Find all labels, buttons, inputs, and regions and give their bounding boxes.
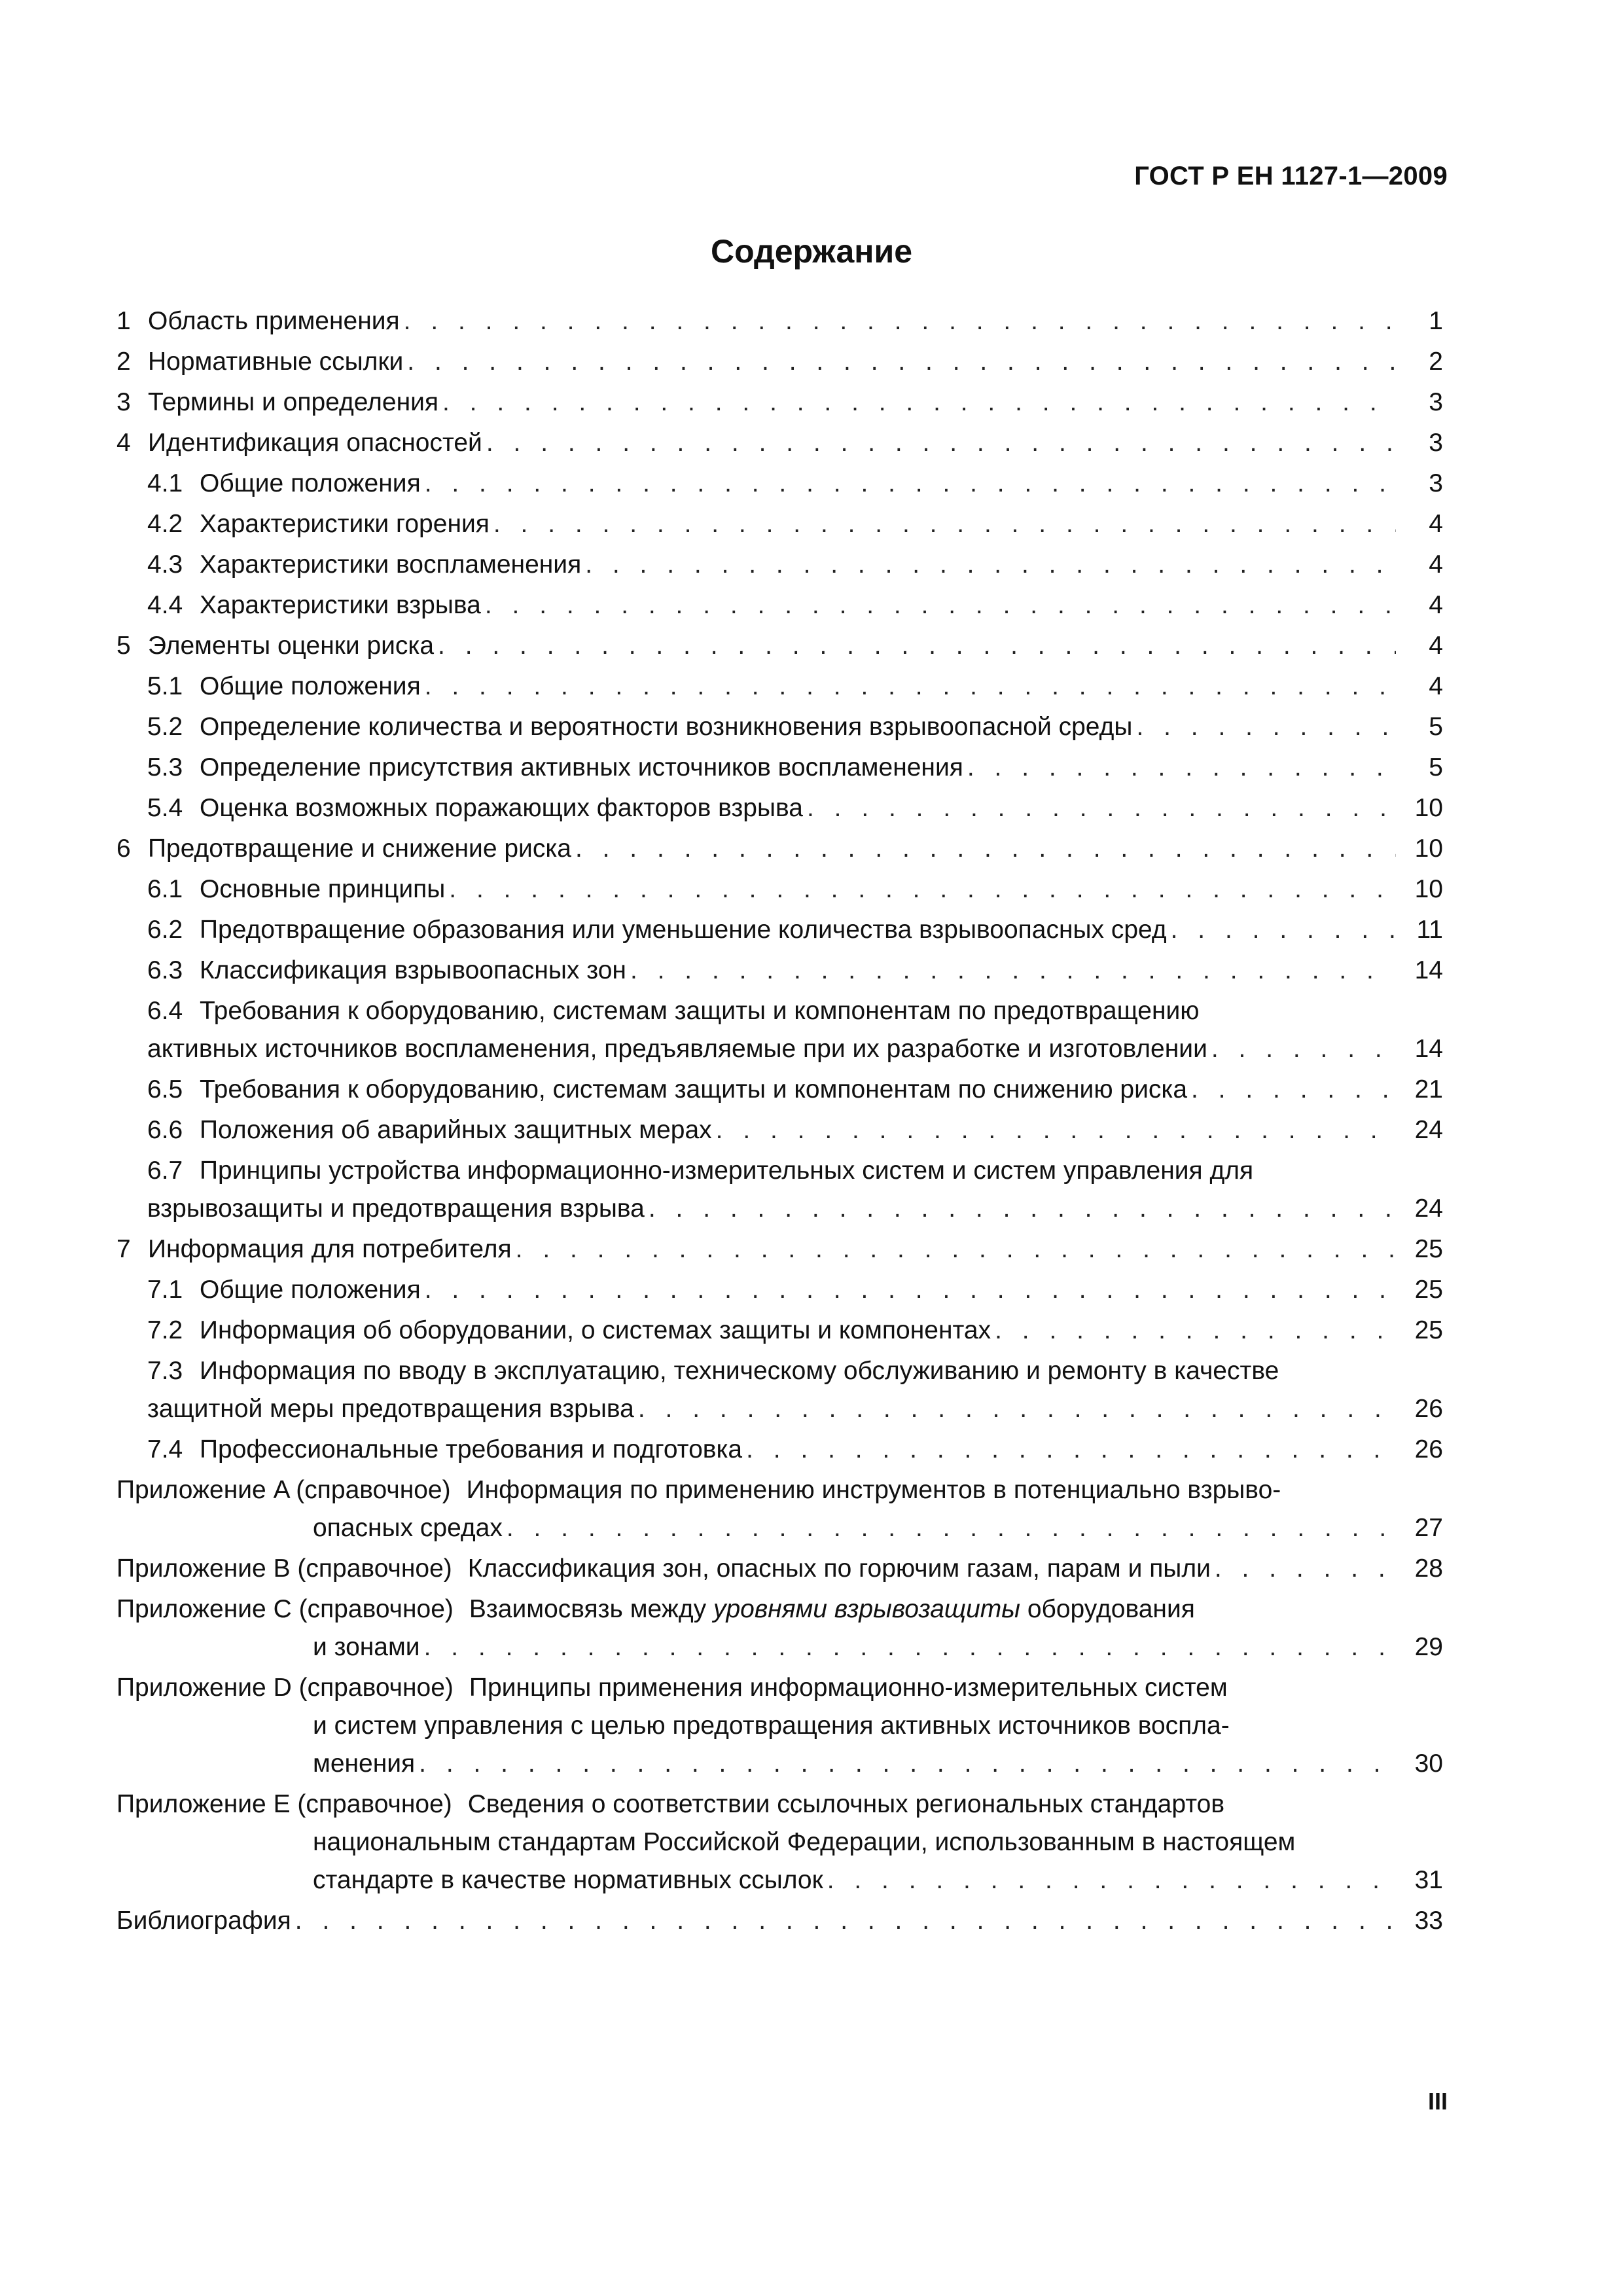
toc-entry-6-1[interactable] <box>116 869 1443 910</box>
entry-number: 4.1 <box>147 469 183 497</box>
toc-annex-b[interactable] <box>116 1549 1443 1589</box>
entry-number: 4.4 <box>147 591 183 619</box>
entry-title: Характеристики воспламенения <box>200 550 582 579</box>
entry-page: 25 <box>1414 1276 1443 1304</box>
entry-page: 10 <box>1414 834 1443 863</box>
toc-bibliography[interactable] <box>116 1901 1443 1941</box>
annex-title <box>469 1589 1195 1630</box>
entry-title: Принципы устройства информационно-измерительных систем и систем управления для <box>200 1157 1254 1185</box>
entry-title-continued: активных источников воспламенения, предъявляемые при их разработке и изготовлении <box>147 1035 1207 1063</box>
entry-page: 27 <box>1414 1514 1443 1542</box>
entry-page: 3 <box>1429 429 1443 457</box>
toc-entry-5-3[interactable] <box>116 747 1443 788</box>
toc-entry-5-1[interactable] <box>116 666 1443 707</box>
annex-title-part: Взаимосвязь между <box>469 1595 713 1623</box>
entry-title: Требования к оборудованию, системам защиты и компонентам по предотвращению <box>200 997 1200 1025</box>
toc-entry-6-7[interactable] <box>116 1151 1443 1229</box>
toc-entry-4-1[interactable] <box>116 463 1443 504</box>
entry-number: 5.3 <box>147 753 183 781</box>
toc-entry-7-1[interactable] <box>116 1270 1443 1310</box>
entry-title: Определение присутствия активных источников воспламенения <box>200 753 963 781</box>
toc-annex-a[interactable] <box>116 1470 1443 1549</box>
entry-title: Элементы оценки риска <box>148 632 435 660</box>
annex-label: Приложение C (справочное) <box>116 1595 454 1623</box>
entry-page: 14 <box>1414 1035 1443 1063</box>
entry-number: 7.2 <box>147 1316 183 1344</box>
entry-number: 6.4 <box>147 997 183 1025</box>
entry-number: 6.5 <box>147 1075 183 1103</box>
toc-entry-2[interactable] <box>116 342 1443 382</box>
toc-entry-4-4[interactable] <box>116 585 1443 626</box>
annex-title-continued: национальным стандартам Российской Федерации, использованным в настоящем <box>313 1828 1296 1856</box>
annex-title-continued: стандарте в качестве нормативных ссылок <box>313 1866 823 1894</box>
entry-title: Предотвращение образования или уменьшение количества взрывоопасных сред <box>200 916 1167 944</box>
entry-page: 11 <box>1416 916 1443 944</box>
annex-label: Приложение B (справочное) <box>116 1554 452 1583</box>
toc-annex-d[interactable] <box>116 1668 1443 1784</box>
entry-title: Область применения <box>148 307 400 335</box>
entry-number: 1 <box>116 307 131 335</box>
toc-entry-6-2[interactable] <box>116 910 1443 950</box>
entry-page: 14 <box>1414 956 1443 984</box>
annex-title: Классификация зон, опасных по горючим газам, парам и пыли <box>467 1554 1211 1583</box>
entry-page: 10 <box>1414 794 1443 822</box>
annex-title-emphasis: уровнями взрывозащиты <box>713 1595 1020 1623</box>
entry-number: 6.1 <box>147 875 183 903</box>
entry-title: Характеристики горения <box>200 510 490 538</box>
annex-title: Сведения о соответствии ссылочных региональных стандартов <box>467 1790 1225 1818</box>
entry-page: 10 <box>1414 875 1443 903</box>
entry-title: Общие положения <box>200 672 421 700</box>
toc-entry-6[interactable] <box>116 829 1443 869</box>
entry-page: 5 <box>1429 753 1443 781</box>
entry-number: 6 <box>116 834 131 863</box>
entry-number: 2 <box>116 348 131 376</box>
toc-entry-5-2[interactable] <box>116 707 1443 747</box>
entry-number: 3 <box>116 388 131 416</box>
entry-number: 6.2 <box>147 916 183 944</box>
entry-title: Общие положения <box>200 1276 421 1304</box>
toc-entry-6-5[interactable] <box>116 1069 1443 1110</box>
entry-page: 21 <box>1414 1075 1443 1103</box>
entry-page: 25 <box>1414 1316 1443 1344</box>
entry-number: 4 <box>116 429 131 457</box>
entry-title: Определение количества и вероятности возникновения взрывоопасной среды <box>200 713 1133 741</box>
entry-title: Информация по вводу в эксплуатацию, техническому обслуживанию и ремонту в качестве <box>200 1357 1279 1385</box>
toc-entry-5[interactable] <box>116 626 1443 666</box>
entry-title: Предотвращение и снижение риска <box>148 834 571 863</box>
entry-title: Профессиональные требования и подготовка <box>200 1435 743 1463</box>
entry-title: Информация об оборудовании, о системах защиты и компонентах <box>200 1316 991 1344</box>
entry-page: 4 <box>1429 510 1443 538</box>
entry-title: Общие положения <box>200 469 421 497</box>
entry-page: 25 <box>1414 1235 1443 1263</box>
entry-title: Положения об аварийных защитных мерах <box>200 1116 712 1144</box>
toc-title: Содержание <box>710 233 913 270</box>
toc-entry-6-6[interactable] <box>116 1110 1443 1151</box>
toc-entry-7-2[interactable] <box>116 1310 1443 1351</box>
annex-title-continued: и зонами <box>313 1633 420 1661</box>
entry-page: 2 <box>1429 348 1443 376</box>
entry-number: 5.2 <box>147 713 183 741</box>
entry-number: 7.4 <box>147 1435 183 1463</box>
toc-entry-1[interactable] <box>116 301 1443 342</box>
toc-entry-7[interactable] <box>116 1229 1443 1270</box>
entry-title: Оценка возможных поражающих факторов взрыва <box>200 794 803 822</box>
entry-page: 28 <box>1414 1554 1443 1583</box>
entry-title: Характеристики взрыва <box>200 591 481 619</box>
entry-page: 4 <box>1429 672 1443 700</box>
entry-page: 31 <box>1414 1866 1443 1894</box>
toc-entry-6-3[interactable] <box>116 950 1443 991</box>
annex-label: Приложение A (справочное) <box>116 1476 451 1504</box>
entry-page: 4 <box>1429 550 1443 579</box>
toc-entry-4-2[interactable] <box>116 504 1443 545</box>
entry-page: 24 <box>1414 1194 1443 1223</box>
entry-number: 5 <box>116 632 131 660</box>
entry-number: 7.1 <box>147 1276 183 1304</box>
entry-page: 3 <box>1429 469 1443 497</box>
toc-entry-6-4[interactable] <box>116 991 1443 1069</box>
entry-number: 7 <box>116 1235 131 1263</box>
entry-number: 6.7 <box>147 1157 183 1185</box>
toc-entry-4-3[interactable] <box>116 545 1443 585</box>
standard-code: ГОСТ Р ЕН 1127-1—2009 <box>1134 162 1448 190</box>
annex-title-continued: и систем управления с целью предотвращения активных источников воспла- <box>313 1712 1230 1740</box>
entry-number: 7.3 <box>147 1357 183 1385</box>
entry-title-continued: защитной меры предотвращения взрыва <box>147 1395 634 1423</box>
entry-page: 4 <box>1429 591 1443 619</box>
entry-number: 6.6 <box>147 1116 183 1144</box>
entry-number: 4.2 <box>147 510 183 538</box>
annex-label: Приложение E (справочное) <box>116 1790 452 1818</box>
entry-title: Классификация взрывоопасных зон <box>200 956 626 984</box>
toc-entry-7-4[interactable] <box>116 1429 1443 1470</box>
entry-page: 24 <box>1414 1116 1443 1144</box>
entry-page: 29 <box>1414 1633 1443 1661</box>
entry-number: 4.3 <box>147 550 183 579</box>
annex-title-continued: менения <box>313 1749 416 1778</box>
entry-title: Основные принципы <box>200 875 446 903</box>
entry-title: Нормативные ссылки <box>148 348 404 376</box>
entry-page: 5 <box>1429 713 1443 741</box>
toc-annex-c[interactable] <box>116 1589 1443 1668</box>
annex-title-continued: опасных средах <box>313 1514 503 1542</box>
page-number: III <box>1427 2088 1448 2115</box>
annex-label: Приложение D (справочное) <box>116 1674 454 1702</box>
entry-page: 33 <box>1414 1907 1443 1935</box>
entry-title: Информация для потребителя <box>148 1235 512 1263</box>
toc-entry-7-3[interactable] <box>116 1351 1443 1429</box>
entry-page: 26 <box>1414 1395 1443 1423</box>
toc-entry-3[interactable] <box>116 382 1443 423</box>
entry-title: Термины и определения <box>148 388 439 416</box>
entry-page: 3 <box>1429 388 1443 416</box>
toc-entry-5-4[interactable] <box>116 788 1443 829</box>
annex-title: Информация по применению инструментов в потенциально взрыво- <box>466 1476 1281 1504</box>
toc-entry-4[interactable] <box>116 423 1443 463</box>
table-of-contents <box>116 301 1443 1941</box>
annex-title-part: оборудования <box>1020 1595 1195 1623</box>
entry-title: Библиография <box>116 1907 291 1935</box>
entry-page: 30 <box>1414 1749 1443 1778</box>
entry-title: Требования к оборудованию, системам защиты и компонентам по снижению риска <box>200 1075 1188 1103</box>
entry-page: 4 <box>1429 632 1443 660</box>
entry-page: 1 <box>1429 307 1443 335</box>
entry-number: 6.3 <box>147 956 183 984</box>
entry-title: Идентификация опасностей <box>148 429 482 457</box>
entry-page: 26 <box>1414 1435 1443 1463</box>
toc-annex-e[interactable] <box>116 1784 1443 1901</box>
entry-title-continued: взрывозащиты и предотвращения взрыва <box>147 1194 645 1223</box>
entry-number: 5.4 <box>147 794 183 822</box>
entry-number: 5.1 <box>147 672 183 700</box>
annex-title: Принципы применения информационно-измерительных систем <box>469 1674 1228 1702</box>
